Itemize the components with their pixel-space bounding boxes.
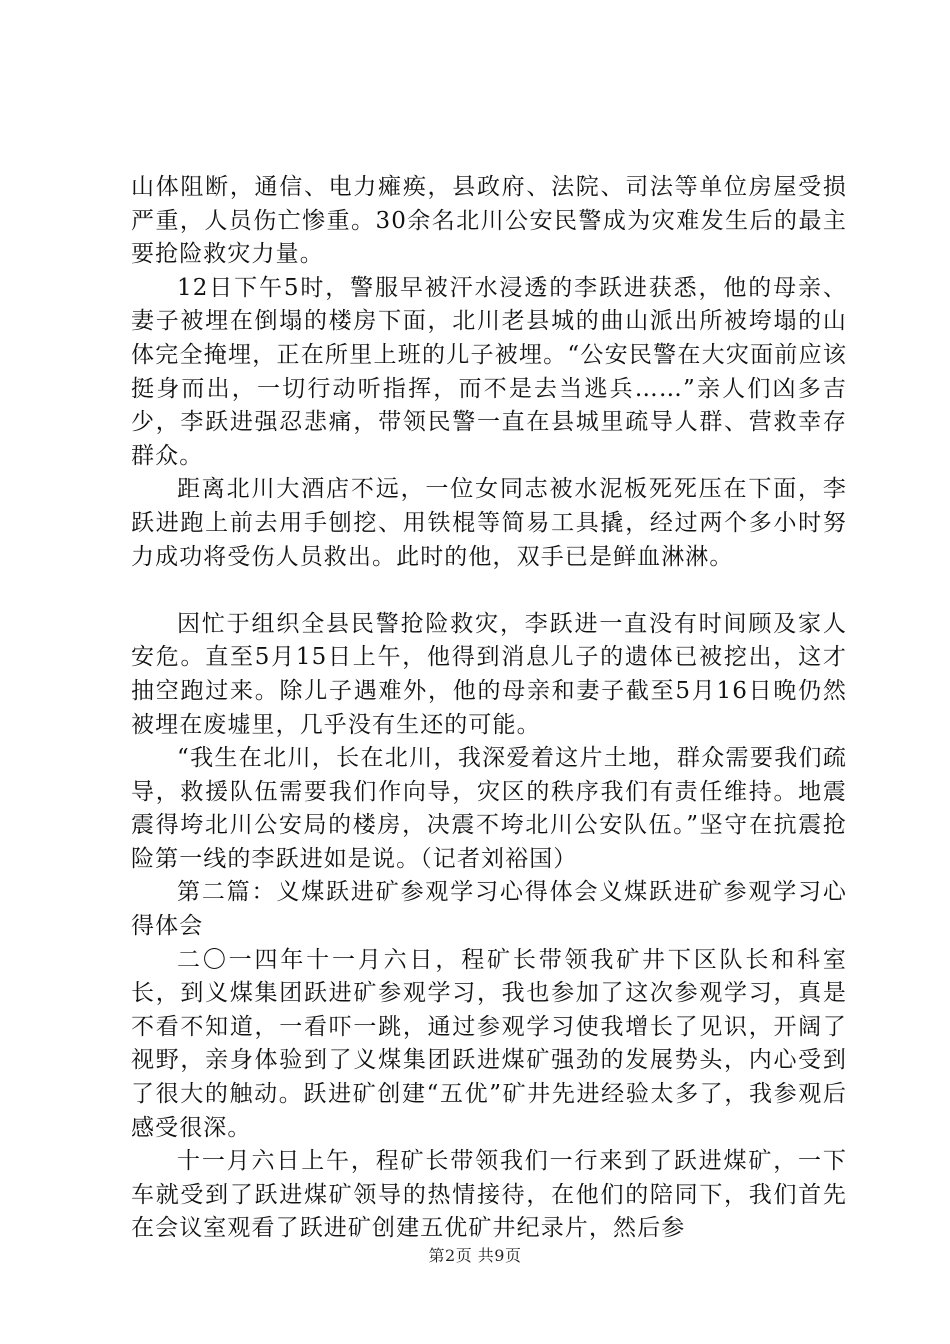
paragraph-quote: “我生在北川，长在北川，我深爱着这片土地，群众需要我们疏导，救援队伍需要我们作向导，灾区的秩序我们有责任维持。地震震得垮北川公安局的楼房，决震不垮北川公安队伍。”坚守在抗震抢险第一线的李跃进如是说。（记者刘裕国） (131, 745, 847, 872)
paragraph-family: 因忙于组织全县民警抢险救灾，李跃进一直没有时间顾及家人安危。直至5月15日上午，他得到消息儿子的遗体已被挖出，这才抽空跑过来。除儿子遇难外，他的母亲和妻子截至5月16日晚仍然被埋在废墟里，几乎没有生还的可能。 (131, 610, 847, 738)
paragraph-rescue: 距离北川大酒店不远，一位女同志被水泥板死死压在下面，李跃进跑上前去用手刨挖、用铁棍等简易工具撬，经过两个多小时努力成功将受伤人员救出。此时的他，双手已是鲜血淋淋。 (131, 476, 847, 570)
document-body (131, 171, 847, 1246)
paragraph-visit-intro: 二〇一四年十一月六日，程矿长带领我矿井下区队长和科室长，到义煤集团跃进矿参观学习，我也参加了这次参观学习，真是不看不知道，一看吓一跳，通过参观学习使我增长了见识，开阔了视野，亲身体验到了义煤集团跃进煤矿强劲的发展势头，内心受到了很大的触动。跃进矿创建“五优”矿井先进经验太多了，我参观后感受很深。 (131, 946, 847, 1141)
paragraph-police-news: 12日下午5时，警服早被汗水浸透的李跃进获悉，他的母亲、妻子被埋在倒塌的楼房下面，北川老县城的曲山派出所被垮塌的山体完全掩埋，正在所里上班的儿子被埋。“公安民警在大灾面前应该挺身而出，一切行动听指挥，而不是去当逃兵……”亲人们凶多吉少，李跃进强忍悲痛，带领民警一直在县城里疏导人群、营救幸存群众。 (131, 274, 847, 469)
paragraph-continuation: 山体阻断，通信、电力瘫痪，县政府、法院、司法等单位房屋受损严重，人员伤亡惨重。30余名北川公安民警成为灾难发生后的最主要抢险救灾力量。 (131, 174, 847, 268)
page-footer: 第2页 共9页 (428, 1246, 522, 1265)
paragraph-visit-day: 十一月六日上午，程矿长带领我们一行来到了跃进煤矿，一下车就受到了跃进煤矿领导的热情接待，在他们的陪同下，我们首先在会议室观看了跃进矿创建五优矿井纪录片，然后参 (131, 1148, 847, 1242)
section-heading: 第二篇：义煤跃进矿参观学习心得体会义煤跃进矿参观学习心得体会 (131, 879, 847, 940)
